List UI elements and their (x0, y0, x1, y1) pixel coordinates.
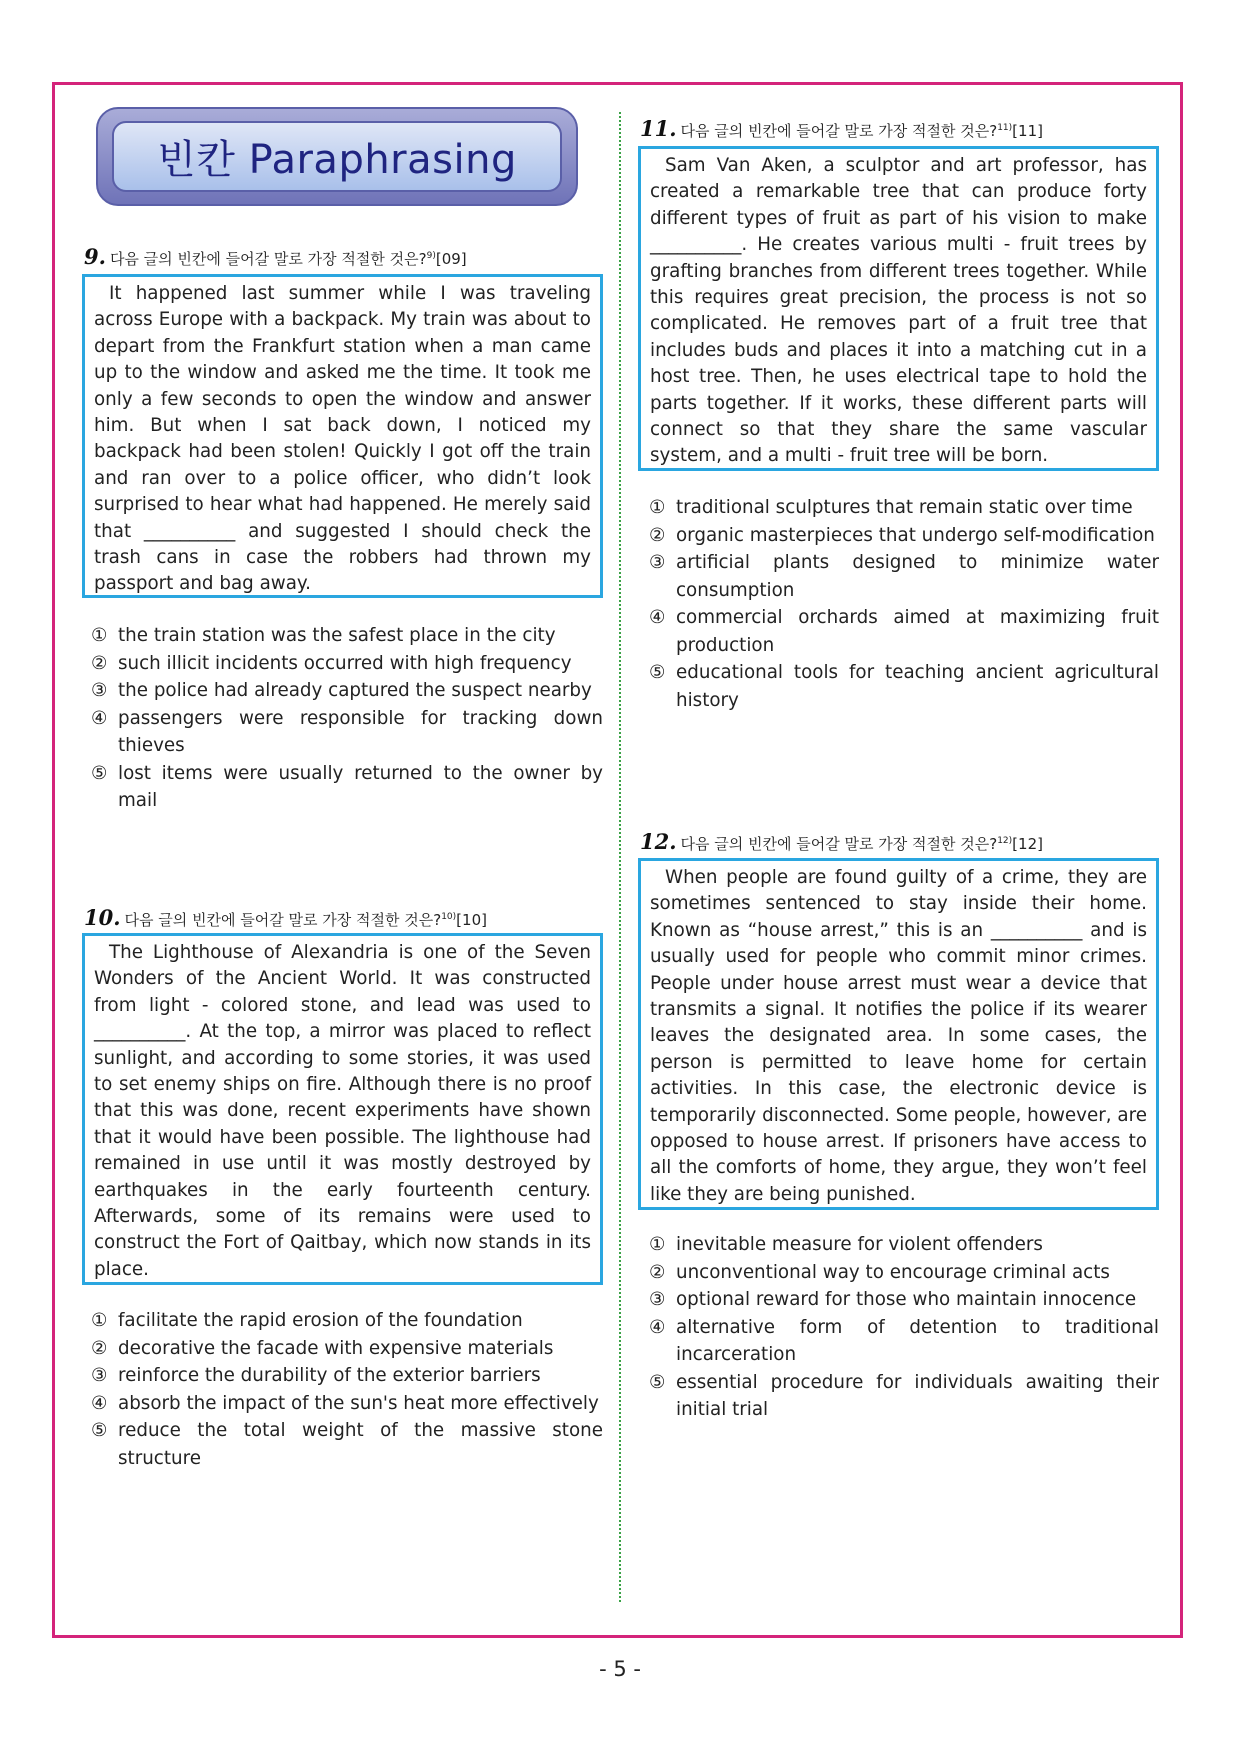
option-5[interactable]: ⑤ reduce the total weight of the massive stone structure (91, 1420, 603, 1469)
question-number: 12. (640, 829, 677, 854)
question-9-options (91, 622, 603, 815)
question-12-passage: When people are found guilty of a crime, they are sometimes sentenced to stay inside their home. Known as “house arrest,” this is an __________ and is usually used for people who commit minor crimes. People under house arrest must wear a device that transmits a signal. It notifies the police if its wearer leaves the designated area. In some cases, the person is permitted to leave home for certain activities. In this case, the electronic device is temporarily disconnected. Some people, however, are opposed to house arrest. If prisoners have access to all the comforts of home, they argue, they won’t feel like they are being punished. (638, 858, 1159, 1210)
footnote-ref: 9) (426, 251, 436, 261)
option-3[interactable]: ③ the police had already captured the suspect nearby (91, 680, 592, 701)
question-11-header (640, 116, 1043, 141)
question-11-passage: Sam Van Aken, a sculptor and art professor, has created a remarkable tree that can produce forty different types of fruit as part of his vision to make __________. He creates various multi - fruit trees by grafting branches from different trees together. While this requires great precision, the process is not so complicated. He removes part of a fruit tree that includes buds and places it into a matching cut in a host tree. Then, he uses electrical tape to hold the parts together. If it works, these different parts will connect so that they share the same vascular system, and a multi - fruit tree will be born. (638, 146, 1159, 471)
option-2[interactable]: ② such illicit incidents occurred with high frequency (91, 652, 572, 674)
question-10-options (91, 1307, 603, 1472)
question-12-header (640, 829, 1043, 854)
question-tag: [09] (435, 250, 467, 268)
question-prompt: 다음 글의 빈칸에 들어갈 말로 가장 적절한 것은? (109, 250, 427, 268)
section-title-inner (112, 121, 562, 192)
question-prompt: 다음 글의 빈칸에 들어갈 말로 가장 적절한 것은? (124, 911, 442, 929)
option-4[interactable]: ④ alternative form of detention to traditional incarceration (649, 1316, 1159, 1365)
footnote-ref: 12) (997, 836, 1013, 846)
option-2[interactable]: ② organic masterpieces that undergo self-modification (649, 524, 1155, 546)
option-4[interactable]: ④ commercial orchards aimed at maximizing fruit production (649, 607, 1159, 656)
question-10-passage: The Lighthouse of Alexandria is one of the Seven Wonders of the Ancient World. It was constructed from light - colored stone, and lead was used to __________. At the top, a mirror was placed to reflect sunlight, and according to some stories, it was used to set enemy ships on fire. Although there is no proof that this was done, recent experiments have shown that it would have been possible. The lighthouse had remained in use until it was mostly destroyed by earthquakes in the early fourteenth century. Afterwards, some of its remains were used to construct the Fort of Qaitbay, which now stands in its place. (82, 933, 603, 1285)
question-10-header (84, 905, 487, 930)
option-3[interactable]: ③ artificial plants designed to minimize water consumption (649, 552, 1159, 601)
option-5[interactable]: ⑤ essential procedure for individuals awaiting their initial trial (649, 1371, 1159, 1420)
question-number: 11. (640, 116, 677, 141)
option-4[interactable]: ④ passengers were responsible for tracking down thieves (91, 707, 603, 756)
option-4[interactable]: ④ absorb the impact of the sun's heat more effectively (91, 1392, 599, 1414)
question-12-options (649, 1231, 1159, 1424)
option-1[interactable]: ① facilitate the rapid erosion of the foundation (91, 1310, 523, 1331)
option-2[interactable]: ② unconventional way to encourage criminal acts (649, 1261, 1110, 1283)
option-5[interactable]: ⑤ lost items were usually returned to the owner by mail (91, 762, 603, 811)
question-tag: [11] (1012, 122, 1043, 140)
option-1[interactable]: ① traditional sculptures that remain static over time (649, 497, 1133, 518)
option-3[interactable]: ③ optional reward for those who maintain innocence (649, 1289, 1137, 1310)
option-2[interactable]: ② decorative the facade with expensive materials (91, 1337, 554, 1359)
footnote-ref: 10) (441, 912, 457, 922)
section-title-banner (96, 107, 578, 206)
page-number: - 5 - (599, 1657, 641, 1681)
footnote-ref: 11) (997, 123, 1013, 133)
option-1[interactable]: ① inevitable measure for violent offenders (649, 1234, 1043, 1255)
column-divider (619, 112, 621, 1602)
question-prompt: 다음 글의 빈칸에 들어갈 말로 가장 적절한 것은? (680, 122, 998, 140)
question-number: 10. (84, 905, 121, 930)
option-5[interactable]: ⑤ educational tools for teaching ancient agricultural history (649, 662, 1159, 711)
question-11-options (649, 494, 1159, 714)
question-tag: [10] (456, 911, 487, 929)
question-tag: [12] (1012, 835, 1043, 853)
question-prompt: 다음 글의 빈칸에 들어갈 말로 가장 적절한 것은? (680, 835, 998, 853)
option-1[interactable]: ① the train station was the safest place in the city (91, 625, 556, 646)
option-3[interactable]: ③ reinforce the durability of the exterior barriers (91, 1365, 541, 1386)
section-title: 빈칸 Paraphrasing (157, 137, 517, 183)
question-9-passage: It happened last summer while I was traveling across Europe with a backpack. My train was about to depart from the Frankfurt station when a man came up to the window and asked me the time. It took me only a few seconds to open the window and answer him. But when I sat back down, I noticed my backpack had been stolen! Quickly I got off the train and ran over to a police officer, who didn’t look surprised to hear what had happened. He merely said that __________ and suggested I should check the trash cans in case the robbers had thrown my passport and bag away. (82, 274, 603, 598)
question-9-header (84, 244, 467, 269)
question-number: 9. (84, 244, 106, 269)
